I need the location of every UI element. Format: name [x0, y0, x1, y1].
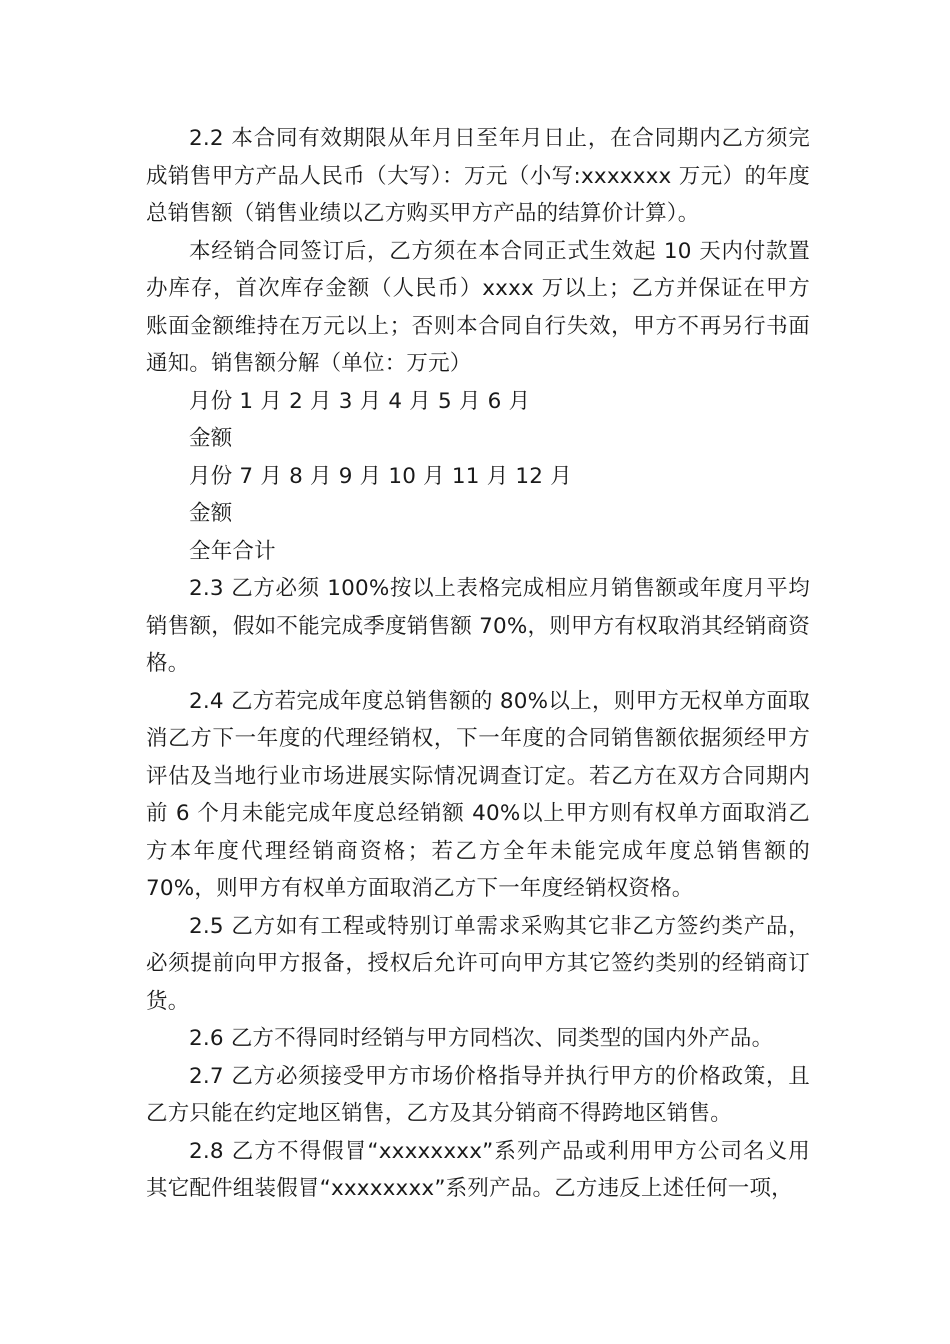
clause-2-5: 2.5 乙方如有工程或特别订单需求采购其它非乙方签约类产品，必须提前向甲方报备，授权后允许可向甲方其它签约类别的经销商订货。: [146, 913, 810, 1014]
clause-2-6: 2.6 乙方不得同时经销与甲方同档次、同类型的国内外产品。: [189, 1026, 774, 1051]
amount-row-2: 金额: [189, 501, 233, 526]
clause-2-3: 2.3 乙方必须 100%按以上表格完成相应月销售额或年度月平均销售额，假如不能完成季度销售额 70%，则甲方有权取消其经销商资格。: [146, 576, 810, 676]
months-row-1: 月份 1 月 2 月 3 月 4 月 5 月 6 月: [189, 388, 531, 414]
document-page: [146, 120, 810, 1208]
clause-2-4: 2.4 乙方若完成年度总销售额的 80%以上，则甲方无权单方面取消乙方下一年度的代理经销权，下一年度的合同销售额依据须经甲方评估及当地行业市场进展实际情况调查订定。若乙方在双方合同期内前 6 个月未能完成年度总经销额 40%以上甲方则有权单方面取消乙方本年度代理经销商资格；若乙方全年未能完成年度总销售额的 70%，则甲方有权单方面取消乙方下一年度经销权资格。: [146, 688, 810, 901]
clause-2-8: 2.8 乙方不得假冒“xxxxxxxx”系列产品或利用甲方公司名义用其它配件组装假冒“xxxxxxxx”系列产品。乙方违反上述任何一项，: [146, 1138, 810, 1201]
amount-row-1: 金额: [189, 426, 233, 451]
inventory-paragraph: 本经销合同签订后，乙方须在本合同正式生效起 10 天内付款置办库存，首次库存金额（人民币）xxxx 万以上；乙方并保证在甲方账面金额维持在万元以上；否则本合同自行失效，甲方不再另行书面通知。销售额分解（单位：万元）: [146, 238, 810, 376]
clause-2-7: 2.7 乙方必须接受甲方市场价格指导并执行甲方的价格政策，且乙方只能在约定地区销售，乙方及其分销商不得跨地区销售。: [146, 1063, 810, 1126]
months-row-2: 月份 7 月 8 月 9 月 10 月 11 月 12 月: [189, 463, 572, 489]
annual-total: 全年合计: [189, 538, 276, 564]
clause-2-2: 2.2 本合同有效期限从年月日至年月日止，在合同期内乙方须完成销售甲方产品人民币（大写）：万元（小写:xxxxxxx 万元）的年度总销售额（销售业绩以乙方购买甲方产品的结算价计算）。: [146, 126, 810, 226]
